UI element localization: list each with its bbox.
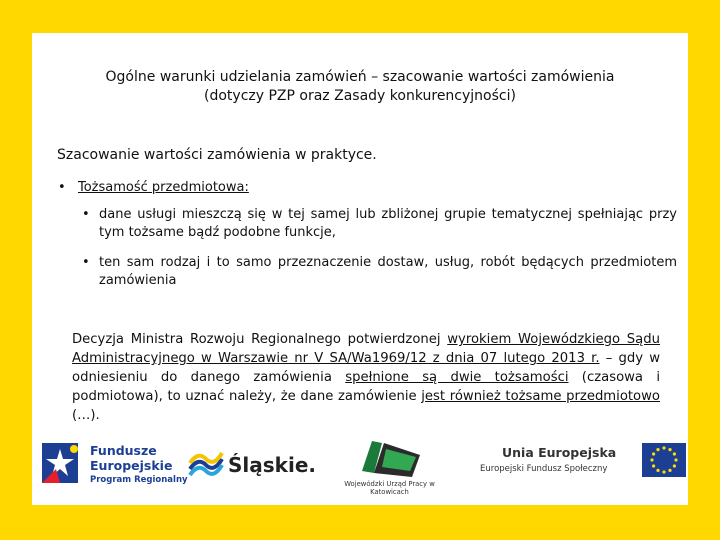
bullet-main-label: Tożsamość przedmiotowa:	[78, 180, 249, 195]
sub-bullet	[82, 206, 677, 242]
eu-flag-icon	[642, 443, 686, 477]
fundusze-europejskie-logo	[38, 439, 188, 491]
quote-text: (…).	[72, 408, 100, 423]
slaskie-text: Śląskie.	[228, 453, 316, 477]
title-line-1: Ogólne warunki udzielania zamówień – szacowanie wartości zamówienia	[105, 69, 615, 85]
bullet-dot: •	[82, 207, 90, 222]
logo-strip	[32, 425, 688, 505]
wup-name: Wojewódzki Urząd Pracy w Katowicach	[344, 480, 435, 496]
slide-title	[32, 68, 688, 106]
sub-bullet	[82, 254, 677, 290]
sub-bullet-text: ten sam rodzaj i to samo przeznaczenie dostaw, usług, robót będących przedmiotem zamówienia	[99, 255, 677, 288]
eu-fund-name: Europejski Fundusz Społeczny	[480, 464, 608, 474]
quote-underlined: wyrokiem Wojewódzkiego Sądu Administracyjnego w Warszawie nr V SA/Wa1969/12 z dnia 07 lutego 2013 r.	[72, 332, 660, 366]
eu-name: Unia Europejska	[502, 445, 617, 460]
quote-text: (czasowa i podmiotowa), to uznać należy, że dane zamówienie	[72, 370, 660, 404]
bullet-dot: •	[82, 255, 90, 270]
fe-subtitle: Program Regionalny	[90, 475, 188, 485]
subheading: Szacowanie wartości zamówienia w praktyce.	[57, 147, 377, 163]
title-line-2: (dotyczy PZP oraz Zasady konkurencyjności)	[204, 88, 516, 104]
wup-arrows-icon	[342, 433, 437, 479]
bullet-main	[58, 180, 249, 195]
wup-logo	[342, 433, 437, 501]
quote-text: Decyzja Ministra Rozwoju Regionalnego potwierdzonej	[72, 332, 448, 347]
fe-name: Fundusze Europejskie	[90, 443, 173, 473]
slaskie-logo	[188, 447, 318, 483]
quote-underlined: spełnione są dwie tożsamości	[345, 370, 569, 385]
quote-text: – gdy w odniesieniu do danego zamówienia	[72, 351, 660, 385]
sub-bullet-text: dane usługi mieszczą się w tej samej lub zbliżonej grupie tematycznej spełniając przy tym tożsame bądź podobne funkcje,	[99, 207, 677, 240]
eu-logo	[474, 443, 684, 487]
quote-underlined: jest również tożsame przedmiotowo	[421, 389, 660, 404]
slaskie-waves-icon	[188, 447, 224, 483]
fe-star-icon	[38, 439, 84, 487]
decision-quote	[72, 330, 660, 425]
bullet-dot: •	[58, 180, 66, 195]
